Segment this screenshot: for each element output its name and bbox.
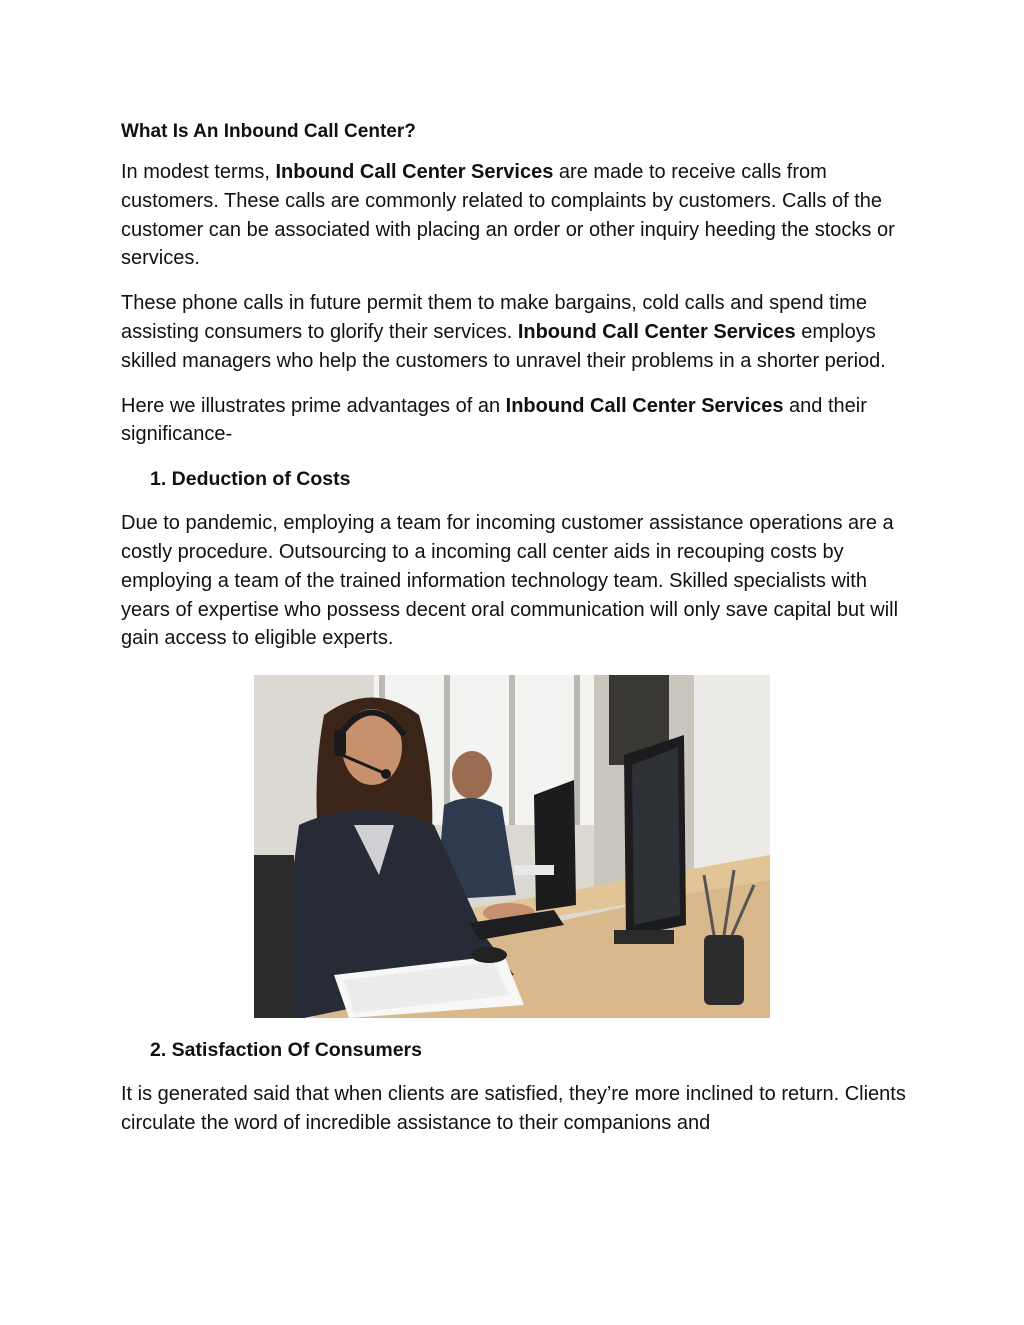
paragraph-satisfaction: It is generated said that when clients are satisfied, they’re more inclined to return. Clients circulate the word of incredible assistance to their companions and bbox=[121, 1083, 906, 1134]
bold-term: Inbound Call Center Services bbox=[517, 320, 796, 343]
paragraph-text: employs skilled managers who help the customers to unravel their problems in a shorter period. bbox=[121, 320, 886, 372]
paragraph-intro bbox=[121, 158, 911, 273]
paragraph-advantages bbox=[121, 392, 911, 450]
paragraph-text: Here we illustrates prime advantages of an bbox=[121, 394, 506, 417]
paragraph-costs: Due to pandemic, employing a team for incoming customer assistance operations are a costly procedure. Outsourcing to a incoming call center aids in recouping costs by employing a team of the trained information technology team. Skilled specialists with years of expertise who possess decent oral communication will only save capital but will gain access to eligible experts. bbox=[121, 512, 899, 650]
section-heading: What Is An Inbound Call Center? bbox=[121, 121, 416, 142]
document-body bbox=[121, 118, 911, 1154]
paragraph-text: These phone calls in future permit them to make bargains, cold calls and spend time assisting consumers to glorify their services. bbox=[121, 292, 867, 343]
paragraph-phone-calls bbox=[121, 289, 911, 375]
paragraph-text: and their significance- bbox=[121, 394, 867, 446]
photo-illustration bbox=[254, 675, 770, 1018]
paragraph-text: are made to receive calls from customers. These calls are commonly related to complaints by customers. Calls of the customer can be associated with placing an order or other inquiry heeding the stocks or services. bbox=[121, 161, 895, 270]
list-item-heading: 1. Deduction of Costs bbox=[150, 468, 351, 491]
call-center-photo bbox=[254, 675, 770, 1018]
list-item-heading: 2. Satisfaction Of Consumers bbox=[150, 1039, 422, 1062]
bold-term: Inbound Call Center Services bbox=[275, 161, 554, 183]
bold-term: Inbound Call Center Services bbox=[505, 394, 784, 417]
paragraph-text: In modest terms, bbox=[121, 161, 276, 183]
